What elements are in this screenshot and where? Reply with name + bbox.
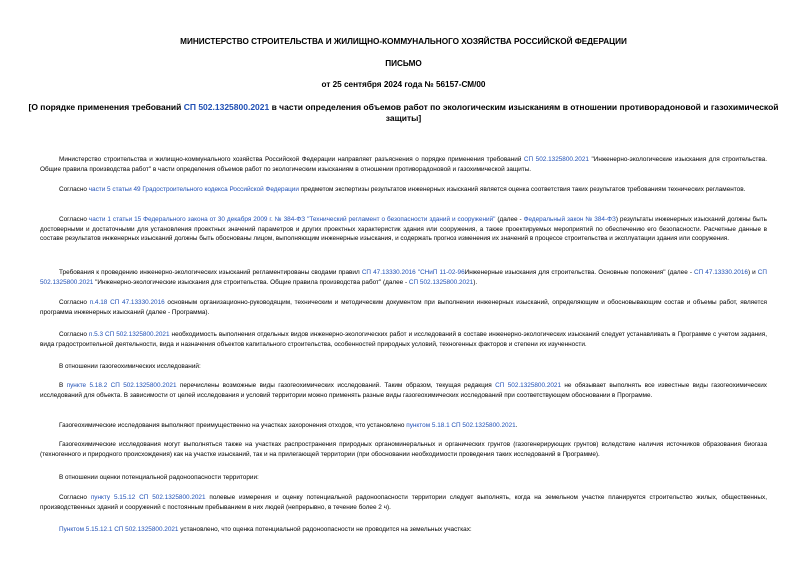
sp502-link[interactable]: СП 502.1325800.2021 <box>495 382 562 389</box>
text: ) и <box>747 269 758 276</box>
paragraph-gas-heading <box>40 362 767 372</box>
sp502-53-link[interactable]: п.5.3 СП 502.1325800.2021 <box>88 331 170 338</box>
text: основным организационно-руководящим, техническим и методическим документом при выполнении инженерных изысканий, определяющим и обосновывающим состав и объемы работ, является программа инженерных изысканий (далее - Программа). <box>40 299 767 316</box>
text: . <box>515 422 518 429</box>
fz384-short-link[interactable]: Федеральный закон № 384-ФЗ <box>523 216 616 223</box>
text: не обязывает выполнять все известные виды газогеохимических исследований для объекта. В зависимости от целей исследования и условий территории можно применять разные виды газогеохимических исследований при соответствующем обосновании в Программе. <box>40 382 767 399</box>
paragraph-p5182 <box>40 381 767 400</box>
fz384-link[interactable]: части 1 статьи 15 Федерального закона от 30 декабря 2009 г. № 384-ФЗ "Технический регламент о безопасности зданий и сооружений" <box>88 216 496 223</box>
paragraph-radon-heading <box>40 473 767 483</box>
text: установлено, что оценка потенциальной радоноопасности не проводится на земельных участках: <box>178 526 472 533</box>
text: Согласно <box>59 331 89 338</box>
sp502-5182-link[interactable]: пункте 5.18.2 СП 502.1325800.2021 <box>66 382 177 389</box>
paragraph-384fz <box>40 215 767 244</box>
text: ) результаты инженерных изысканий должны быть достоверными и достаточными для установления проектных значений параметров и других проектных характеристик здания или сооружения, а также проектируемых мероприятий по обеспечению его безопасности. Расчетные данные в составе результатов инженерных изысканий должны быть обоснованы лицом, выполняющим инженерные изыскания, и содержать прогноз изменения их значений в процессе строительства и эксплуатации здания или сооружения. <box>40 216 768 243</box>
text: В отношении газогеохимических исследований: <box>59 363 201 370</box>
letter-heading: ПИСЬМО <box>385 59 422 68</box>
paragraph-biogas <box>40 440 767 459</box>
sp47-short-link[interactable]: СП 47.13330.2016 <box>694 269 748 276</box>
text: "Инженерно-экологические изыскания для строительства. Общие правила производства работ" в части определения объемов работ по экологическим изысканиям в отношении противорадоновой и газохимической защиты. <box>40 156 768 173</box>
subject-text: в части определения объемов работ по экологическим изысканиям в отношении противорадоновой и газохимической защиты] <box>269 102 779 123</box>
text: Инженерные изыскания для строительства. Основные положения" (далее - <box>464 269 695 276</box>
text: В отношении оценки потенциальной радоноопасности территории: <box>59 474 259 481</box>
text: полевые измерения и оценку потенциальной радоноопасности территории следует выполнять, когда на земельном участке планируется строительство жилых, общественных, производственных зданий и сооружений с постоянным пребыванием в них людей (непрерывно, в течение более 2 ч). <box>40 494 767 511</box>
text: необходимость выполнения отдельных видов инженерно-экологических работ и исследований в составе инженерно-экологических изысканий следует устанавливать в Программе с учетом задания, вида градостроительной деятельности, вида и назначения объектов капитального строительства, особенностей природных условий, техногенных факторов и степени их изученности. <box>40 331 767 348</box>
paragraph-p515121 <box>40 525 767 535</box>
ministry-heading: МИНИСТЕРСТВО СТРОИТЕЛЬСТВА И ЖИЛИЩНО-КОММУНАЛЬНОГО ХОЗЯЙСТВА РОССИЙСКОЙ ФЕДЕРАЦИИ <box>180 37 627 46</box>
sp47-418-link[interactable]: п.4.18 СП 47.13330.2016 <box>89 299 165 306</box>
text: Согласно <box>59 494 91 501</box>
sp502-51512-link[interactable]: пункту 5.15.12 СП 502.1325800.2021 <box>90 494 206 501</box>
text: предметом экспертизы результатов инженерных изысканий является оценка соответствия таких результатов требованиям технических регламентов. <box>298 186 746 193</box>
sp47-link[interactable]: СП 47.13330.2016 "СНиП 11-02-96 <box>361 269 465 276</box>
text: Министерство строительства и жилищно-коммунального хозяйства Российской Федерации направляет разъяснения о порядке применения требований <box>59 156 524 163</box>
letter-date: от 25 сентября 2024 года № 56157-СМ/00 <box>321 80 486 89</box>
text: перечислены возможные виды газогеохимических исследований. Таким образом, текущая редакция <box>176 382 496 389</box>
text: Согласно <box>59 186 89 193</box>
subject-text: [О порядке применения требований <box>28 102 184 112</box>
text: Согласно <box>59 299 90 306</box>
paragraph-gradcode <box>40 185 767 195</box>
subject-link[interactable]: СП 502.1325800.2021 <box>183 102 270 112</box>
paragraph-requirements <box>40 268 767 287</box>
text: Согласно <box>59 216 89 223</box>
sp502-5181-link[interactable]: пунктом 5.18.1 СП 502.1325800.2021 <box>406 422 516 429</box>
paragraph-p53 <box>40 330 767 349</box>
sp502-short-link[interactable]: СП 502.1325800.2021 <box>408 278 474 286</box>
paragraph-program <box>40 298 767 317</box>
text: ). <box>473 278 478 286</box>
paragraph-p51512 <box>40 493 767 512</box>
sp502-515121-link[interactable]: Пунктом 5.15.12.1 СП 502.1325800.2021 <box>59 526 179 533</box>
sp502-link[interactable]: СП 502.1325800.2021 <box>40 269 768 286</box>
letter-subject <box>20 102 787 124</box>
text: В <box>59 382 67 389</box>
paragraph-p5181 <box>40 421 767 431</box>
text: "Инженерно-экологические изыскания для строительства. Общие правила производства работ" (далее - <box>93 278 409 286</box>
text: Требования к проведению инженерно-экологических изысканий регламентированы сводами правил <box>59 269 362 276</box>
text: (далее - <box>495 216 524 223</box>
sp502-link[interactable]: СП 502.1325800.2021 <box>523 156 589 163</box>
text: Газогеохимические исследования могут выполняться также на участках распространения природных органоминеральных и органических грунтов (газогенерирующих грунтов) вследствие наличия источников образования биогаза (техногенного и природного происхождения) как на участке изысканий, так и на прилегающей территории (при обосновании необходимости проведения таких исследований в Программе). <box>40 441 767 458</box>
gradcode-link[interactable]: части 5 статьи 49 Градостроительного кодекса Российской Федерации <box>88 186 299 193</box>
text: Газогеохимические исследования выполняют преимущественно на участках захоронения отходов, что установлено <box>59 422 407 429</box>
paragraph-intro <box>40 155 767 174</box>
